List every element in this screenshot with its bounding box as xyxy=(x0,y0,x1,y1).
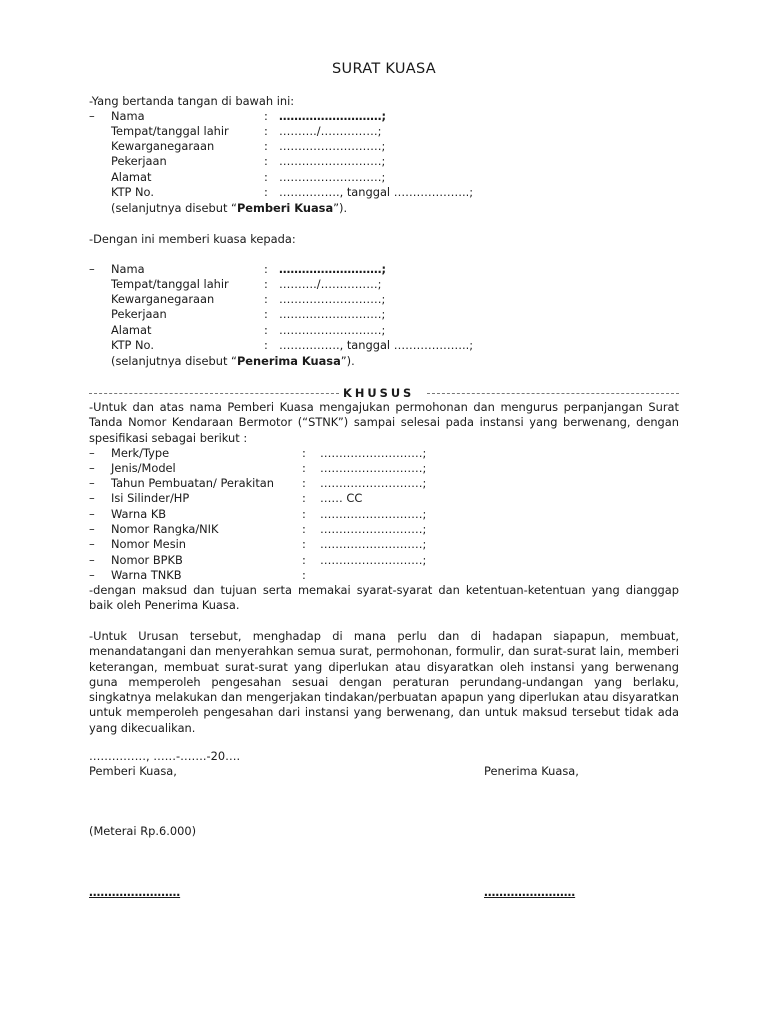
giver-note: (selanjutnya disebut “Pemberi Kuasa”). xyxy=(111,201,348,215)
vehicle-value-tahun: ………………………; xyxy=(320,476,427,490)
giver-colon: : xyxy=(264,185,268,199)
authority-paragraph: -Untuk Urusan tersebut, menghadap di mana perlu dan di hadapan siapapun, membuat, menandatangani dan menyerahkan semua surat, permohonan, formulir, dan surat-surat lain, memberi keterangan, membuat surat-surat yang diperlukan atau disyaratkan oleh instansi yang berwenang guna memperoleh pengesahan sesuai dengan peraturan perundang-undangan yang berlaku, singkatnya melakukan dan mengerjakan tindakan/perbuatan apapun yang diperlukan atau disyaratkan untuk memperoleh pengesahan dari instansi yang berwenang, dan untuk maksud tersebut tidak ada yang dikecualikan. xyxy=(89,629,679,735)
giver-colon: : xyxy=(264,170,268,184)
vehicle-colon: : xyxy=(302,461,306,475)
giver-signature-line: …………………… xyxy=(89,885,181,899)
receiver-value-ttl: ………./……………; xyxy=(279,277,382,291)
receiver-signature-line: …………………… xyxy=(484,885,576,899)
giver-dash: – xyxy=(89,109,95,123)
receiver-value-ktp: ……………., tanggal ………………..; xyxy=(279,338,474,352)
receiver-colon: : xyxy=(264,292,268,306)
khusus-heading: KHUSUS xyxy=(343,386,415,400)
vehicle-dash: – xyxy=(89,507,95,521)
giver-label-alamat: Alamat xyxy=(111,170,152,184)
vehicle-dash: – xyxy=(89,491,95,505)
vehicle-dash: – xyxy=(89,553,95,567)
vehicle-colon: : xyxy=(302,507,306,521)
vehicle-label-bpkb: Nomor BPKB xyxy=(111,553,183,567)
document-title: SURAT KUASA xyxy=(332,61,436,77)
vehicle-value-warna-kb: ………………………; xyxy=(320,507,427,521)
receiver-colon: : xyxy=(264,338,268,352)
receiver-colon: : xyxy=(264,277,268,291)
purpose-paragraph: -Untuk dan atas nama Pemberi Kuasa mengajukan permohonan dan mengurus perpanjangan Surat Tanda Nomor Kendaraan Bermotor (“STNK”) sampai selesai pada instansi yang berwenang, dengan spesifikasi sebagai berikut : xyxy=(89,400,679,445)
giver-value-nama: ………………………; xyxy=(279,109,387,123)
vehicle-dash: – xyxy=(89,446,95,460)
giver-value-ttl: ………./……………; xyxy=(279,124,382,138)
vehicle-value-mesin: ………………………; xyxy=(320,537,427,551)
receiver-value-pekerjaan: ………………………; xyxy=(279,307,386,321)
giver-intro: -Yang bertanda tangan di bawah ini: xyxy=(89,94,295,108)
vehicle-colon: : xyxy=(302,568,306,582)
receiver-label-nama: Nama xyxy=(111,262,145,276)
giver-colon: : xyxy=(264,124,268,138)
vehicle-dash: – xyxy=(89,568,95,582)
receiver-colon: : xyxy=(264,307,268,321)
vehicle-dash: – xyxy=(89,461,95,475)
vehicle-label-silinder: Isi Silinder/HP xyxy=(111,491,190,505)
receiver-value-alamat: ………………………; xyxy=(279,323,386,337)
giver-value-kewarganegaraan: ………………………; xyxy=(279,139,386,153)
vehicle-label-rangka: Nomor Rangka/NIK xyxy=(111,522,219,536)
vehicle-dash: – xyxy=(89,522,95,536)
giver-label-pekerjaan: Pekerjaan xyxy=(111,154,167,168)
vehicle-label-warna-kb: Warna KB xyxy=(111,507,167,521)
vehicle-value-bpkb: ………………………; xyxy=(320,553,427,567)
giver-signature-label: Pemberi Kuasa, xyxy=(89,764,177,778)
vehicle-value-silinder: …… CC xyxy=(320,491,363,505)
receiver-value-nama: ………………………; xyxy=(279,262,387,276)
vehicle-label-merk: Merk/Type xyxy=(111,446,170,460)
vehicle-label-tahun: Tahun Pembuatan/ Perakitan xyxy=(111,476,275,490)
receiver-label-pekerjaan: Pekerjaan xyxy=(111,307,167,321)
giver-value-alamat: ………………………; xyxy=(279,170,386,184)
receiver-signature-label: Penerima Kuasa, xyxy=(484,764,579,778)
receiver-label-kewarganegaraan: Kewarganegaraan xyxy=(111,292,215,306)
vehicle-label-tnkb: Warna TNKB xyxy=(111,568,182,582)
vehicle-colon: : xyxy=(302,537,306,551)
vehicle-colon: : xyxy=(302,446,306,460)
receiver-dash: – xyxy=(89,262,95,276)
vehicle-label-mesin: Nomor Mesin xyxy=(111,537,187,551)
divider-left xyxy=(89,393,339,394)
receiver-colon: : xyxy=(264,262,268,276)
receiver-note: (selanjutnya disebut “Penerima Kuasa”). xyxy=(111,354,355,368)
receiver-colon: : xyxy=(264,323,268,337)
receiver-label-ttl: Tempat/tanggal lahir xyxy=(111,277,229,291)
receiver-label-alamat: Alamat xyxy=(111,323,152,337)
vehicle-colon: : xyxy=(302,553,306,567)
divider-right xyxy=(427,393,679,394)
giver-colon: : xyxy=(264,109,268,123)
vehicle-value-merk: ………………………; xyxy=(320,446,427,460)
giver-value-pekerjaan: ………………………; xyxy=(279,154,386,168)
receiver-label-ktp: KTP No. xyxy=(111,338,154,352)
receiver-value-kewarganegaraan: ………………………; xyxy=(279,292,386,306)
meterai-stamp-note: (Meterai Rp.6.000) xyxy=(89,824,197,838)
vehicle-value-rangka: ………………………; xyxy=(320,522,427,536)
giver-colon: : xyxy=(264,139,268,153)
vehicle-dash: – xyxy=(89,537,95,551)
giver-label-ttl: Tempat/tanggal lahir xyxy=(111,124,229,138)
vehicle-colon: : xyxy=(302,476,306,490)
vehicle-dash: – xyxy=(89,476,95,490)
place-date: ……………, ……-…….-20…. xyxy=(89,749,241,763)
giver-label-kewarganegaraan: Kewarganegaraan xyxy=(111,139,215,153)
giver-label-ktp: KTP No. xyxy=(111,185,154,199)
vehicle-colon: : xyxy=(302,522,306,536)
vehicle-label-jenis: Jenis/Model xyxy=(111,461,176,475)
giver-value-ktp: ……………., tanggal ………………..; xyxy=(279,185,474,199)
condition-paragraph: -dengan maksud dan tujuan serta memakai syarat-syarat dan ketentuan-ketentuan yang dianggap baik oleh Penerima Kuasa. xyxy=(89,583,679,613)
vehicle-value-jenis: ………………………; xyxy=(320,461,427,475)
giver-colon: : xyxy=(264,154,268,168)
giver-label-nama: Nama xyxy=(111,109,145,123)
receiver-intro: -Dengan ini memberi kuasa kepada: xyxy=(89,232,296,246)
khusus-divider xyxy=(89,386,679,401)
vehicle-colon: : xyxy=(302,491,306,505)
